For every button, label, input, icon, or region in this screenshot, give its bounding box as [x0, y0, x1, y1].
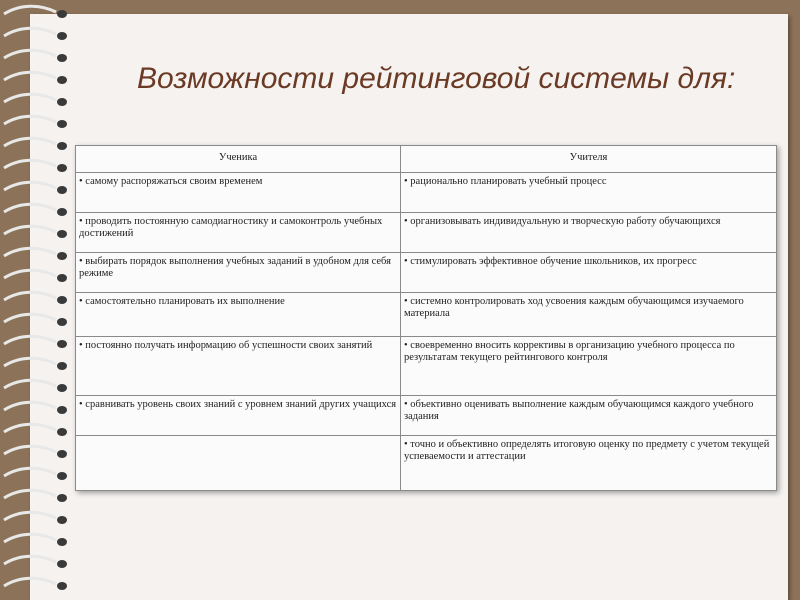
binding-hole [57, 98, 67, 106]
binding-ring [4, 248, 56, 256]
binding-hole [57, 208, 67, 216]
binding-hole [57, 296, 67, 304]
binding-ring [4, 204, 56, 212]
teacher-cell: • объективно оценивать выполнение каждым обучающимся каждого учебного задания [401, 396, 777, 436]
binding-ring [4, 28, 56, 36]
binding-hole [57, 164, 67, 172]
binding-ring [4, 556, 56, 564]
binding-ring [4, 6, 56, 14]
binding-ring [4, 468, 56, 476]
student-cell [76, 436, 401, 491]
binding-hole [57, 582, 67, 590]
table-row [76, 436, 777, 491]
binding-hole [57, 54, 67, 62]
binding-hole [57, 142, 67, 150]
binding-hole [57, 252, 67, 260]
binding-hole [57, 340, 67, 348]
teacher-cell: • точно и объективно определять итоговую оценку по предмету с учетом текущей успеваемости и аттестации [401, 436, 777, 491]
binding-hole [57, 384, 67, 392]
binding-ring [4, 72, 56, 80]
binding-ring [4, 534, 56, 542]
table-row [76, 213, 777, 253]
binding-ring [4, 182, 56, 190]
binding-ring [4, 578, 56, 586]
binding-ring [4, 446, 56, 454]
binding-hole [57, 318, 67, 326]
binding-hole [57, 406, 67, 414]
binding-ring [4, 490, 56, 498]
binding-hole [57, 494, 67, 502]
binding-hole [57, 120, 67, 128]
binding-ring [4, 512, 56, 520]
header-teacher: Учителя [401, 146, 777, 173]
table-row [76, 396, 777, 436]
table-row [76, 293, 777, 337]
table-header-row [76, 146, 777, 173]
teacher-cell: • системно контролировать ход усвоения каждым обучающимся изучаемого материала [401, 293, 777, 337]
binding-hole [57, 450, 67, 458]
binding-ring [4, 94, 56, 102]
binding-ring [4, 424, 56, 432]
binding-hole [57, 538, 67, 546]
binding-hole [57, 230, 67, 238]
binding-ring [4, 226, 56, 234]
binding-hole [57, 516, 67, 524]
binding-ring [4, 358, 56, 366]
capabilities-table [75, 145, 777, 491]
binding-hole [57, 362, 67, 370]
binding-ring [4, 292, 56, 300]
student-cell: • выбирать порядок выполнения учебных заданий в удобном для себя режиме [76, 253, 401, 293]
binding-ring [4, 380, 56, 388]
table-row [76, 337, 777, 396]
binding-ring [4, 336, 56, 344]
binding-hole [57, 32, 67, 40]
teacher-cell: • своевременно вносить коррективы в организацию учебного процесса по результатам текущего рейтингового контроля [401, 337, 777, 396]
binding-hole [57, 428, 67, 436]
student-cell: • постоянно получать информацию об успешности своих занятий [76, 337, 401, 396]
slide-title: Возможности рейтинговой системы для: [137, 62, 736, 95]
table-row [76, 253, 777, 293]
teacher-cell: • рационально планировать учебный процесс [401, 173, 777, 213]
teacher-cell: • стимулировать эффективное обучение школьников, их прогресс [401, 253, 777, 293]
binding-hole [57, 274, 67, 282]
binding-hole [57, 186, 67, 194]
binding-ring [4, 138, 56, 146]
binding-hole [57, 472, 67, 480]
spiral-binding [0, 0, 80, 600]
table-row [76, 173, 777, 213]
teacher-cell: • организовывать индивидуальную и творческую работу обучающихся [401, 213, 777, 253]
binding-ring [4, 314, 56, 322]
binding-hole [57, 560, 67, 568]
binding-hole [57, 76, 67, 84]
student-cell: • проводить постоянную самодиагностику и самоконтроль учебных достижений [76, 213, 401, 253]
binding-ring [4, 402, 56, 410]
student-cell: • самому распоряжаться своим временем [76, 173, 401, 213]
header-student: Ученика [76, 146, 401, 173]
binding-ring [4, 50, 56, 58]
student-cell: • сравнивать уровень своих знаний с уровнем знаний других учащихся [76, 396, 401, 436]
binding-hole [57, 10, 67, 18]
binding-ring [4, 160, 56, 168]
binding-ring [4, 116, 56, 124]
student-cell: • самостоятельно планировать их выполнение [76, 293, 401, 337]
binding-ring [4, 270, 56, 278]
